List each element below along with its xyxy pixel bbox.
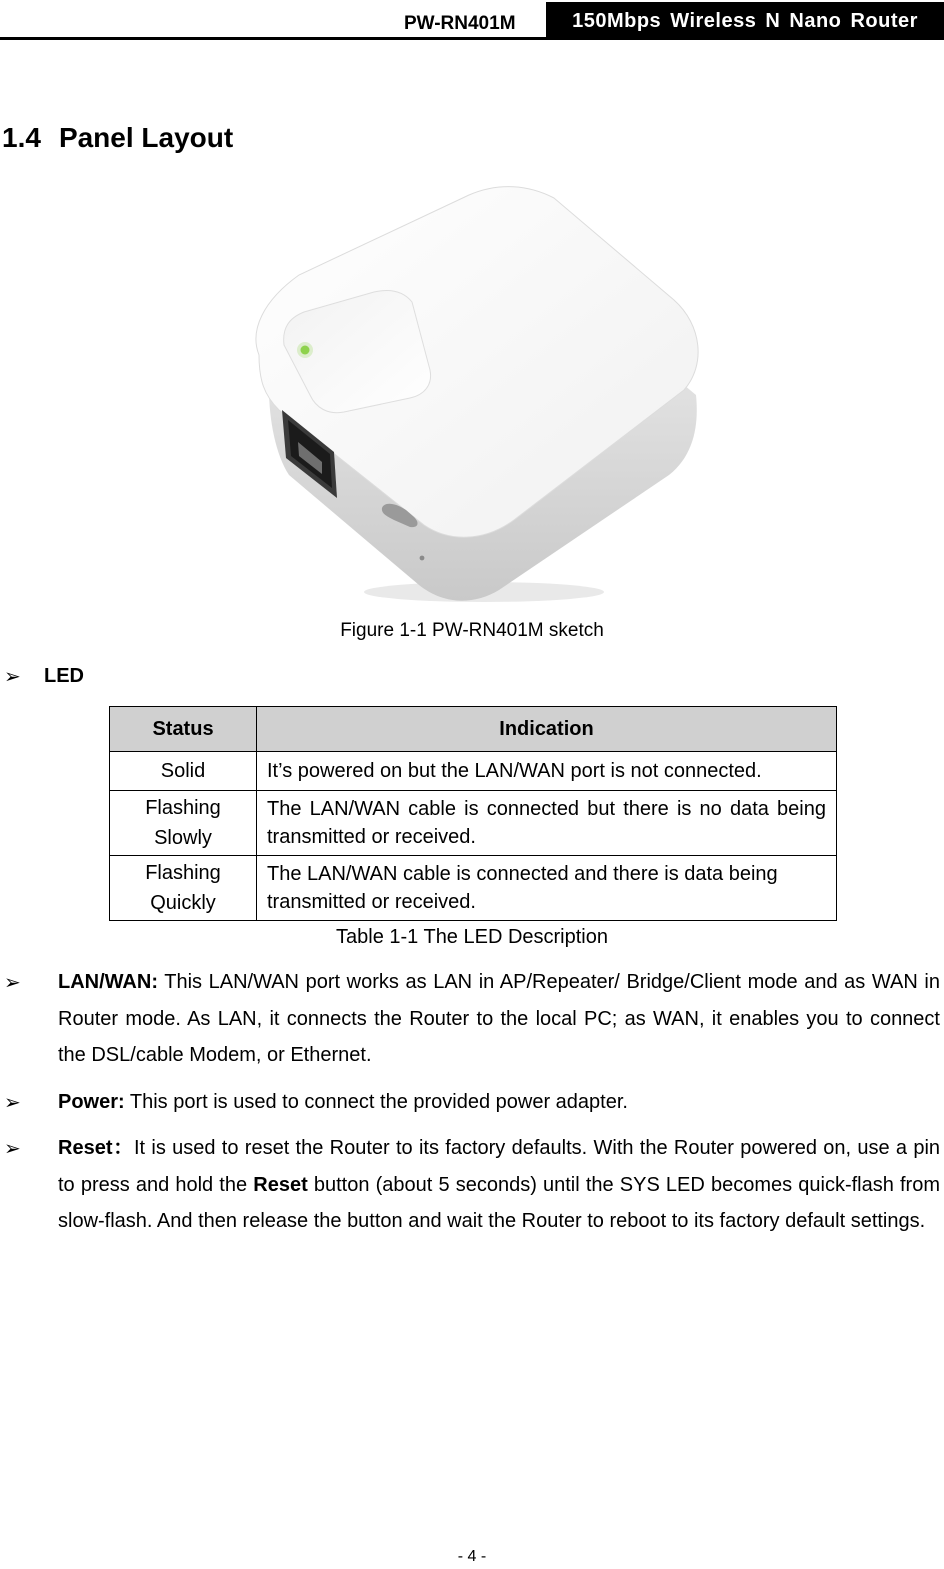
power-label: Power: bbox=[58, 1091, 125, 1113]
section-title: Panel Layout bbox=[58, 122, 234, 153]
table-caption: Table 1-1 The LED Description bbox=[336, 926, 608, 948]
indication-cell: The LAN/WAN cable is connected and there is data being transmitted or received. bbox=[257, 856, 837, 921]
lan-wan-description bbox=[58, 964, 940, 1074]
table-header-row bbox=[110, 707, 837, 752]
table-row bbox=[110, 856, 837, 921]
led-description-table bbox=[109, 706, 837, 921]
table-row bbox=[110, 791, 837, 856]
status-cell: Flashing Quickly bbox=[110, 856, 257, 921]
lan-wan-label: LAN/WAN: bbox=[58, 971, 158, 993]
bullet-arrow-icon: ➢ bbox=[4, 666, 21, 688]
figure-caption: Figure 1-1 PW-RN401M sketch bbox=[340, 620, 604, 641]
status-cell: Flashing Slowly bbox=[110, 791, 257, 856]
reset-text-before: It is used to reset the Router to its factory defaults. With the Router powered on, use a pin to press and hold the bbox=[58, 1137, 941, 1196]
header-product-title: 150Mbps Wireless N Nano Router bbox=[546, 2, 944, 40]
reset-text-after: button (about 5 seconds) until the SYS LED becomes quick-flash from slow-flash. And then release the button and wait the Router to reboot to its factory default settings. bbox=[58, 1173, 940, 1232]
page-header bbox=[0, 0, 944, 42]
column-header-indication: Indication bbox=[257, 707, 837, 752]
nano-router-device-image bbox=[244, 180, 704, 612]
power-description bbox=[58, 1084, 940, 1121]
indication-cell: It’s powered on but the LAN/WAN port is not connected. bbox=[257, 752, 837, 791]
bullet-arrow-icon: ➢ bbox=[4, 1138, 21, 1160]
column-header-status: Status bbox=[110, 707, 257, 752]
bullet-arrow-icon: ➢ bbox=[4, 972, 21, 994]
page-number: - 4 - bbox=[457, 1548, 487, 1565]
led-heading: LED bbox=[44, 665, 84, 687]
indication-cell: The LAN/WAN cable is connected but there is no data being transmitted or received. bbox=[257, 791, 837, 856]
reset-separator: ： bbox=[112, 1137, 134, 1159]
reset-bold-word: Reset bbox=[253, 1173, 308, 1196]
reset-description bbox=[58, 1130, 940, 1240]
section-heading bbox=[2, 122, 233, 154]
bullet-arrow-icon: ➢ bbox=[4, 1092, 21, 1114]
power-text: This port is used to connect the provided power adapter. bbox=[124, 1091, 628, 1113]
status-cell: Solid bbox=[110, 752, 257, 791]
header-model: PW-RN401M bbox=[404, 13, 516, 34]
reset-label: Reset bbox=[58, 1137, 113, 1159]
lan-wan-text: This LAN/WAN port works as LAN in AP/Repeater/ Bridge/Client mode and as WAN in Router mode. As LAN, it connects the Router to the local PC; as WAN, it enables you to connect the DSL/cable Modem, or Ethernet. bbox=[58, 971, 940, 1066]
table-row bbox=[110, 752, 837, 791]
section-number: 1.4 bbox=[2, 122, 41, 153]
